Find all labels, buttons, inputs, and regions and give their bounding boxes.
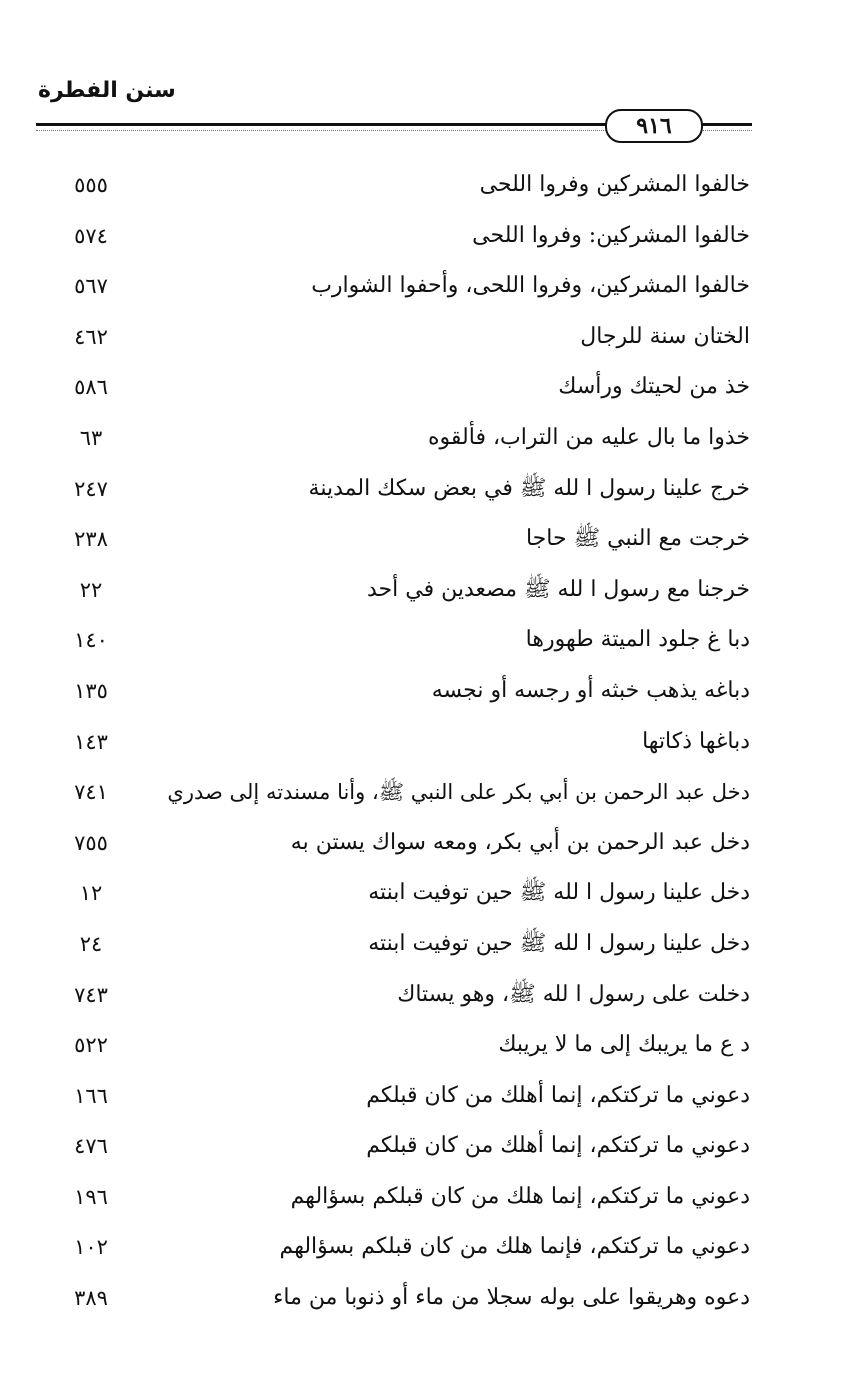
entry-page: ٢٤ [79,931,103,956]
entry-page: ٥٨٦ [74,375,108,400]
index-entry [0,921,868,972]
entry-page: ٦٣ [79,425,103,450]
index-entry [0,567,868,618]
index-entry [0,516,868,567]
entry-page: ١٢ [79,881,103,906]
entry-page: ٧٤٣ [74,982,108,1007]
entry-text: خرجنا مع رسول ا لله ﷺ مصعدين في أحد [366,576,750,602]
index-entry [0,364,868,415]
index-entry [0,769,868,820]
running-title: سنن الفطرة [38,78,176,103]
entry-text: دخلت على رسول ا لله ﷺ، وهو يستاك [397,981,750,1007]
index-entry [0,719,868,770]
entry-text: خذوا ما بال عليه من التراب، فألقوه [428,424,750,450]
entry-text: دعوني ما تركتكم، إنما أهلك من كان قبلكم [366,1133,750,1159]
entry-text: دخل علينا رسول ا لله ﷺ حين توفيت ابنته [368,930,750,956]
entry-text: خرجت مع النبي ﷺ حاجا [525,526,750,552]
entry-text: خذ من لحيتك ورأسك [558,374,750,400]
entry-page: ١٦٦ [74,1083,108,1108]
entry-page: ٥٢٢ [74,1033,108,1058]
entry-page: ٢٣٨ [74,527,108,552]
entry-page: ٥٦٧ [74,274,108,299]
entry-page: ٤٧٦ [74,1134,108,1159]
entry-text: دعوني ما تركتكم، إنما هلك من كان قبلكم بسؤالهم [290,1183,750,1209]
entry-text: دعوني ما تركتكم، إنما أهلك من كان قبلكم [366,1082,750,1108]
entry-text: دبا غ جلود الميتة طهورها [525,627,750,653]
index-entry [0,1022,868,1073]
index-entry [0,1174,868,1225]
index-entry [0,314,868,365]
entry-page: ١٣٥ [74,678,108,703]
entry-page: ٧٤١ [74,780,108,805]
entry-page: ١٤٣ [74,729,108,754]
entry-text: دخل علينا رسول ا لله ﷺ حين توفيت ابنته [368,880,750,906]
entry-text: دخل عبد الرحمن بن أبي بكر، ومعه سواك يستن به [290,829,750,855]
index-entry [0,1073,868,1124]
entry-page: ٥٧٤ [74,223,108,248]
entry-text: خالفوا المشركين: وفروا اللحى [472,222,750,248]
entry-page: ١٩٦ [74,1184,108,1209]
entry-text: الختان سنة للرجال [580,323,750,349]
entry-text: دخل عبد الرحمن بن أبي بكر على النبي ﷺ، وأنا مسندته إلى صدري [167,780,750,805]
index-entry [0,820,868,871]
index-entry [0,617,868,668]
entry-text: دباغها ذكاتها [642,728,750,754]
entry-page: ١٠٢ [74,1235,108,1260]
entry-text: خرج علينا رسول ا لله ﷺ في بعض سكك المدينة [308,475,750,501]
index-entry [0,1275,868,1326]
entry-text: دعوه وهريقوا على بوله سجلا من ماء أو ذنوبا من ماء [273,1285,750,1311]
entry-text: دعوني ما تركتكم، فإنما هلك من كان قبلكم بسؤالهم [279,1234,750,1260]
index-entry [0,213,868,264]
index-entry [0,162,868,213]
index-entry [0,415,868,466]
index-entry [0,466,868,517]
entry-text: خالفوا المشركين وفروا اللحى [479,172,750,197]
entry-text: خالفوا المشركين، وفروا اللحى، وأحفوا الشوارب [311,273,750,299]
index-entry [0,1123,868,1174]
index-entry [0,263,868,314]
entry-page: ٧٥٥ [74,830,108,855]
entry-text: د ع ما يريبك إلى ما لا يريبك [498,1032,750,1058]
entry-page: ١٤٠ [74,628,108,653]
index-entry [0,870,868,921]
entry-page: ٤٦٢ [74,324,108,349]
index-entry [0,668,868,719]
index-entry [0,972,868,1023]
entry-page: ٢٢ [79,577,103,602]
index-list [0,162,868,1326]
entry-page: ٢٤٧ [74,476,108,501]
index-entry [0,1224,868,1275]
page-number-badge: ٩١٦ [605,109,703,143]
entry-page: ٣٨٩ [74,1286,108,1311]
entry-text: دباغه يذهب خبثه أو رجسه أو نجسه [431,677,750,703]
entry-page: ٥٥٥ [74,173,108,197]
